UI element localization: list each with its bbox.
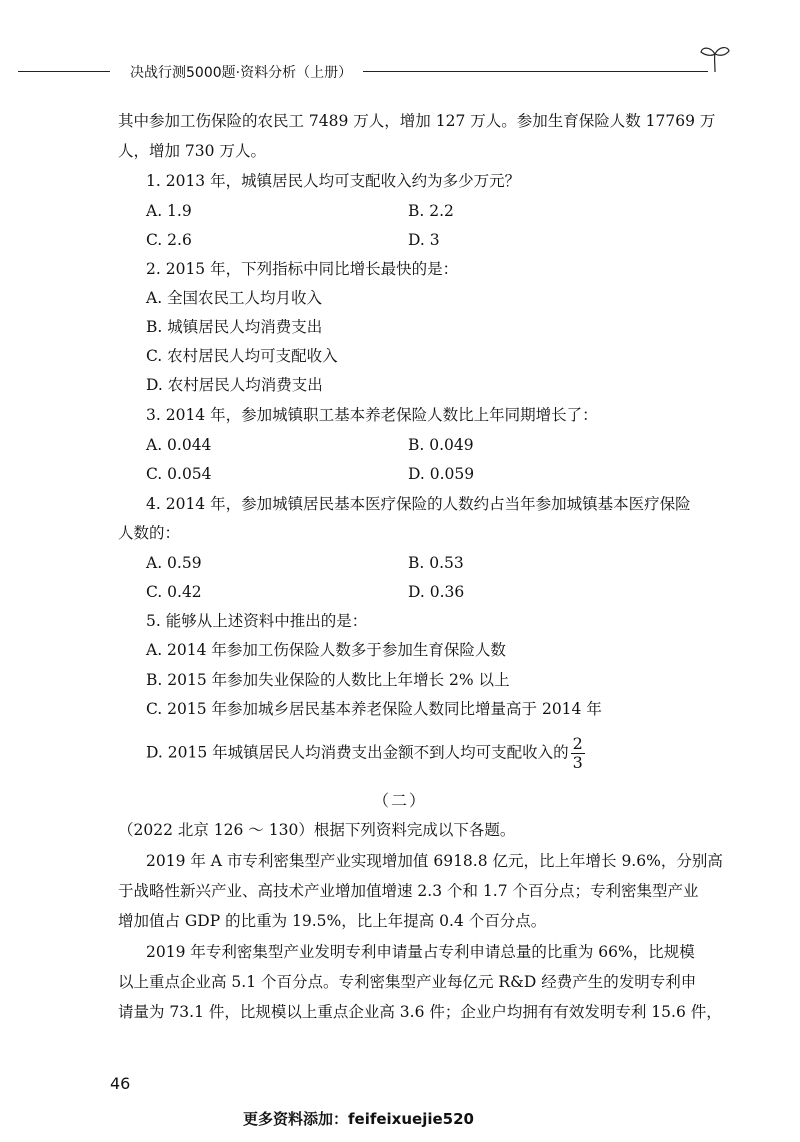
q3-option-b: B. 0.049 [408, 436, 474, 454]
paragraph-line: 增加值占 GDP 的比重为 19.5%，比上年提高 0.4 个百分点。 [118, 912, 547, 930]
fraction [571, 735, 585, 772]
footer-note: 更多资料添加：feifeixuejie520 [243, 1110, 474, 1128]
fraction-numerator: 2 [572, 734, 583, 753]
paragraph-line: 请量为 73.1 件，比规模以上重点企业高 3.6 件；企业户均拥有有效发明专利 15.6 件， [118, 1003, 722, 1021]
q5-option-d [146, 735, 585, 772]
q4-option-a: A. 0.59 [146, 554, 202, 572]
question-5-stem: 5. 能够从上述资料中推出的是： [146, 612, 368, 630]
paragraph-line: 于战略性新兴产业、高技术产业增加值增速 2.3 个和 1.7 个百分点；专利密集型产业 [118, 882, 699, 900]
q5-option-c: C. 2015 年参加城乡居民基本养老保险人数同比增量高于 2014 年 [146, 700, 602, 718]
header-rule-right [363, 71, 708, 72]
section-source: （2022 北京 126 ～ 130）根据下列资料完成以下各题。 [118, 821, 516, 839]
sprout-icon [698, 42, 732, 74]
question-2-stem: 2. 2015 年，下列指标中同比增长最快的是： [146, 260, 459, 278]
paragraph-line: 2019 年专利密集型产业发明专利申请量占专利申请总量的比重为 66%，比规模 [146, 943, 695, 961]
q2-option-a: A. 全国农民工人均月收入 [146, 289, 323, 307]
q2-option-d: D. 农村居民人均消费支出 [146, 376, 323, 394]
section-title: （二） [372, 791, 427, 810]
q5-option-a: A. 2014 年参加工伤保险人数多于参加生育保险人数 [146, 641, 506, 659]
fraction-denominator: 3 [572, 753, 583, 772]
q2-option-c: C. 农村居民人均可支配收入 [146, 347, 338, 365]
q3-option-a: A. 0.044 [146, 436, 212, 454]
question-4-stem: 人数的： [118, 524, 181, 542]
header-title: 决战行测5000题·资料分析（上册） [130, 65, 353, 81]
q3-option-c: C. 0.054 [146, 465, 212, 483]
q3-option-d: D. 0.059 [408, 465, 475, 483]
q4-option-b: B. 0.53 [408, 554, 464, 572]
q4-option-c: C. 0.42 [146, 583, 202, 601]
question-3-stem: 3. 2014 年，参加城镇职工基本养老保险人数比上年同期增长了： [146, 406, 598, 424]
q1-option-a: A. 1.9 [146, 202, 192, 220]
q5-option-d-text: D. 2015 年城镇居民人均消费支出金额不到人均可支配收入的 [146, 743, 569, 762]
question-4-stem: 4. 2014 年，参加城镇居民基本医疗保险的人数约占当年参加城镇基本医疗保险 [146, 495, 691, 513]
paragraph-line: 以上重点企业高 5.1 个百分点。专利密集型产业每亿元 R&D 经费产生的发明专利申 [118, 973, 697, 991]
q1-option-d: D. 3 [408, 231, 440, 249]
running-header [18, 60, 718, 80]
page-number: 46 [110, 1074, 131, 1093]
intro-line: 人，增加 730 万人。 [118, 142, 266, 160]
q1-option-c: C. 2.6 [146, 231, 192, 249]
question-1-stem: 1. 2013 年，城镇居民人均可支配收入约为多少万元？ [146, 172, 521, 190]
q5-option-b: B. 2015 年参加失业保险的人数比上年增长 2% 以上 [146, 671, 510, 689]
paragraph-line: 2019 年 A 市专利密集型产业实现增加值 6918.8 亿元，比上年增长 9.6%，分别高 [146, 852, 723, 870]
q2-option-b: B. 城镇居民人均消费支出 [146, 318, 323, 336]
q4-option-d: D. 0.36 [408, 583, 465, 601]
q1-option-b: B. 2.2 [408, 202, 454, 220]
header-rule-left [18, 71, 110, 72]
intro-line: 其中参加工伤保险的农民工 7489 万人，增加 127 万人。参加生育保险人数 17769 万 [118, 112, 716, 130]
